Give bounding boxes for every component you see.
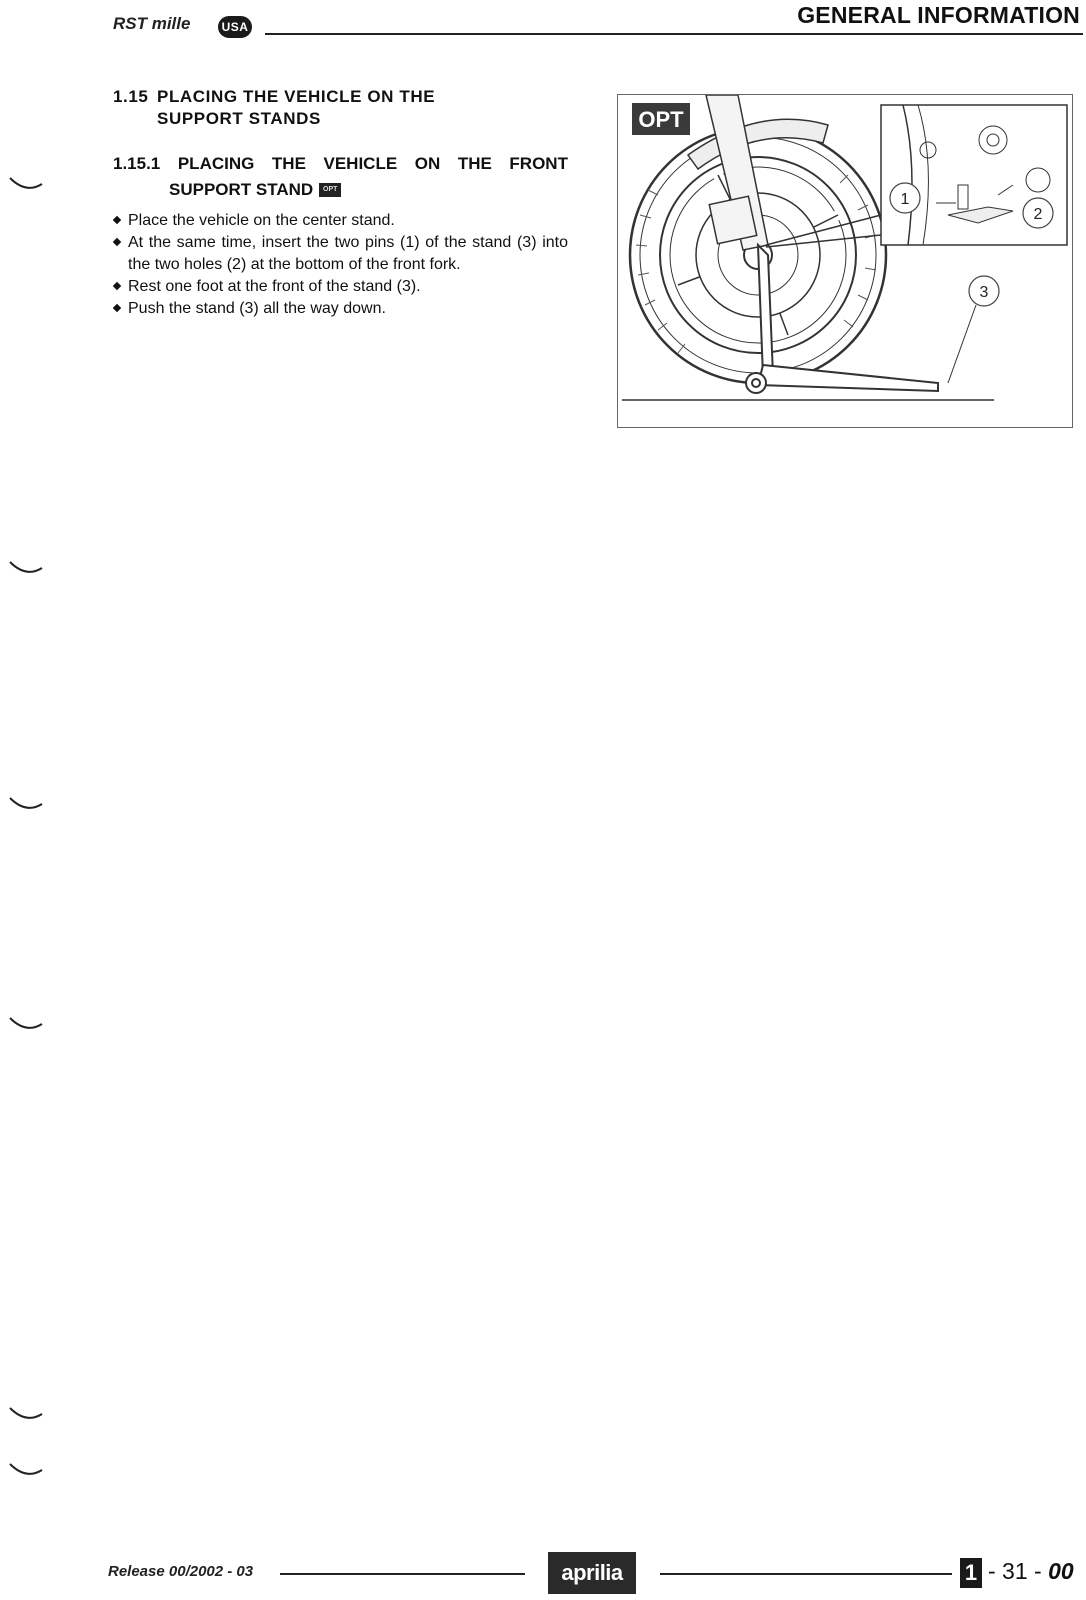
section-number: 1.15: [113, 87, 149, 106]
list-item: At the same time, insert the two pins (1) of the stand (3) into the two holes (2) at the bottom of the front fork.: [113, 232, 568, 276]
list-item: Push the stand (3) all the way down.: [113, 298, 568, 320]
release-info: Release 00/2002 - 03: [108, 1563, 254, 1580]
subsection-word: ON: [414, 154, 441, 173]
callout-2: 2: [1033, 206, 1043, 223]
binding-mark: [6, 560, 46, 578]
list-item: Place the vehicle on the center stand.: [113, 210, 568, 232]
binding-mark: [6, 1462, 46, 1480]
section-heading: [113, 86, 435, 130]
list-item: Rest one foot at the front of the stand (3).: [113, 276, 568, 298]
page-number: [988, 1558, 1074, 1585]
illustration-drawing: [618, 95, 1073, 428]
header-rule: [265, 33, 1083, 35]
region-badge: USA: [218, 16, 252, 38]
binding-mark: [6, 796, 46, 814]
instruction-list: [113, 210, 568, 320]
footer-rule: [280, 1573, 525, 1575]
brand-logo: aprilia: [548, 1552, 636, 1594]
section-title-line2: SUPPORT STANDS: [157, 109, 321, 128]
callout-3: 3: [979, 284, 989, 301]
header-section-title: GENERAL INFORMATION: [797, 2, 1080, 28]
opt-label: OPT: [638, 107, 684, 132]
subsection-word: VEHICLE: [323, 154, 398, 173]
subsection-word: PLACING: [177, 154, 255, 173]
subsection-heading: [113, 151, 568, 203]
leader-line: [948, 305, 976, 383]
opt-icon: OPT: [319, 183, 341, 197]
subsection-word: THE: [457, 154, 492, 173]
footer-rule: [660, 1573, 952, 1575]
subsection-word: THE: [271, 154, 306, 173]
section-title-line1: PLACING THE VEHICLE ON THE: [157, 87, 436, 106]
callout-1: 1: [900, 191, 910, 208]
subsection-word: FRONT: [509, 154, 568, 173]
subsection-number: 1.15.1: [113, 154, 161, 173]
fender: [688, 119, 828, 169]
binding-mark: [6, 176, 46, 194]
binding-mark: [6, 1016, 46, 1034]
front-fork: [706, 95, 768, 250]
page-text: - 31 -: [988, 1558, 1042, 1584]
binding-mark: [6, 1406, 46, 1424]
revision: 00: [1048, 1558, 1074, 1584]
header-model: RST mille: [113, 14, 191, 33]
stand-illustration: [617, 94, 1073, 428]
subsection-title-line2: SUPPORT STAND: [169, 180, 314, 199]
chapter-badge: 1: [960, 1558, 982, 1588]
